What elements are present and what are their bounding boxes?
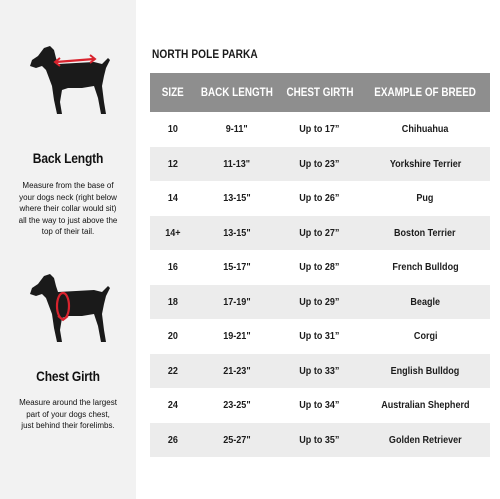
cell-chest-girth: Up to 33” (279, 354, 361, 389)
header-back-length: BACK LENGTH (195, 73, 279, 112)
cell-back-length: 25-27" (195, 423, 279, 458)
cell-breed: Australian Shepherd (361, 388, 490, 423)
cell-breed: Pug (361, 181, 490, 216)
header-example-breed: EXAMPLE OF BREED (361, 73, 490, 112)
cell-back-length: 11-13" (195, 147, 279, 182)
back-length-heading: Back Length (32, 150, 104, 166)
cell-chest-girth: Up to 35” (279, 423, 361, 458)
cell-size: 14 (150, 181, 195, 216)
cell-chest-girth: Up to 29” (279, 285, 361, 320)
cell-chest-girth: Up to 31” (279, 319, 361, 354)
cell-size: 12 (150, 147, 195, 182)
table-row (150, 388, 490, 423)
header-chest-girth: CHEST GIRTH (279, 73, 361, 112)
cell-size: 24 (150, 388, 195, 423)
dog-chest-girth-icon (22, 270, 114, 346)
table-row (150, 423, 490, 458)
cell-chest-girth: Up to 28” (279, 250, 361, 285)
cell-size: 20 (150, 319, 195, 354)
cell-size: 18 (150, 285, 195, 320)
cell-back-length: 13-15" (195, 216, 279, 251)
dog-back-length-icon (22, 42, 114, 118)
table-row (150, 354, 490, 389)
cell-breed: English Bulldog (361, 354, 490, 389)
cell-size: 10 (150, 112, 195, 147)
cell-back-length: 23-25" (195, 388, 279, 423)
back-length-instructions: Measure from the base of your dogs neck (right below where their collar would sit) all the way to just above the top of their tail. (18, 181, 118, 237)
table-row (150, 285, 490, 320)
cell-breed: Golden Retriever (361, 423, 490, 458)
cell-back-length: 21-23" (195, 354, 279, 389)
cell-size: 14+ (150, 216, 195, 251)
cell-chest-girth: Up to 23” (279, 147, 361, 182)
cell-chest-girth: Up to 27” (279, 216, 361, 251)
cell-back-length: 15-17" (195, 250, 279, 285)
cell-size: 22 (150, 354, 195, 389)
cell-size: 26 (150, 423, 195, 458)
cell-size: 16 (150, 250, 195, 285)
header-size: SIZE (150, 73, 195, 112)
cell-chest-girth: Up to 34” (279, 388, 361, 423)
table-row (150, 319, 490, 354)
cell-breed: Chihuahua (361, 112, 490, 147)
table-row (150, 181, 490, 216)
cell-back-length: 13-15" (195, 181, 279, 216)
table-row (150, 216, 490, 251)
cell-chest-girth: Up to 17” (279, 112, 361, 147)
chest-girth-heading: Chest Girth (36, 368, 100, 384)
cell-back-length: 17-19" (195, 285, 279, 320)
table-header-row (150, 73, 490, 112)
cell-chest-girth: Up to 26” (279, 181, 361, 216)
table-row (150, 250, 490, 285)
cell-breed: Beagle (361, 285, 490, 320)
cell-breed: Corgi (361, 319, 490, 354)
table-row (150, 112, 490, 147)
chest-girth-instructions: Measure around the largest part of your dogs chest, just behind their forelimbs. (19, 398, 117, 431)
table-row (150, 147, 490, 182)
cell-breed: French Bulldog (361, 250, 490, 285)
cell-back-length: 19-21" (195, 319, 279, 354)
measurement-guide-sidebar (0, 0, 136, 499)
size-chart-table (150, 73, 490, 457)
cell-back-length: 9-11" (195, 112, 279, 147)
table-title: NORTH POLE PARKA (152, 49, 258, 61)
cell-breed: Boston Terrier (361, 216, 490, 251)
cell-breed: Yorkshire Terrier (361, 147, 490, 182)
